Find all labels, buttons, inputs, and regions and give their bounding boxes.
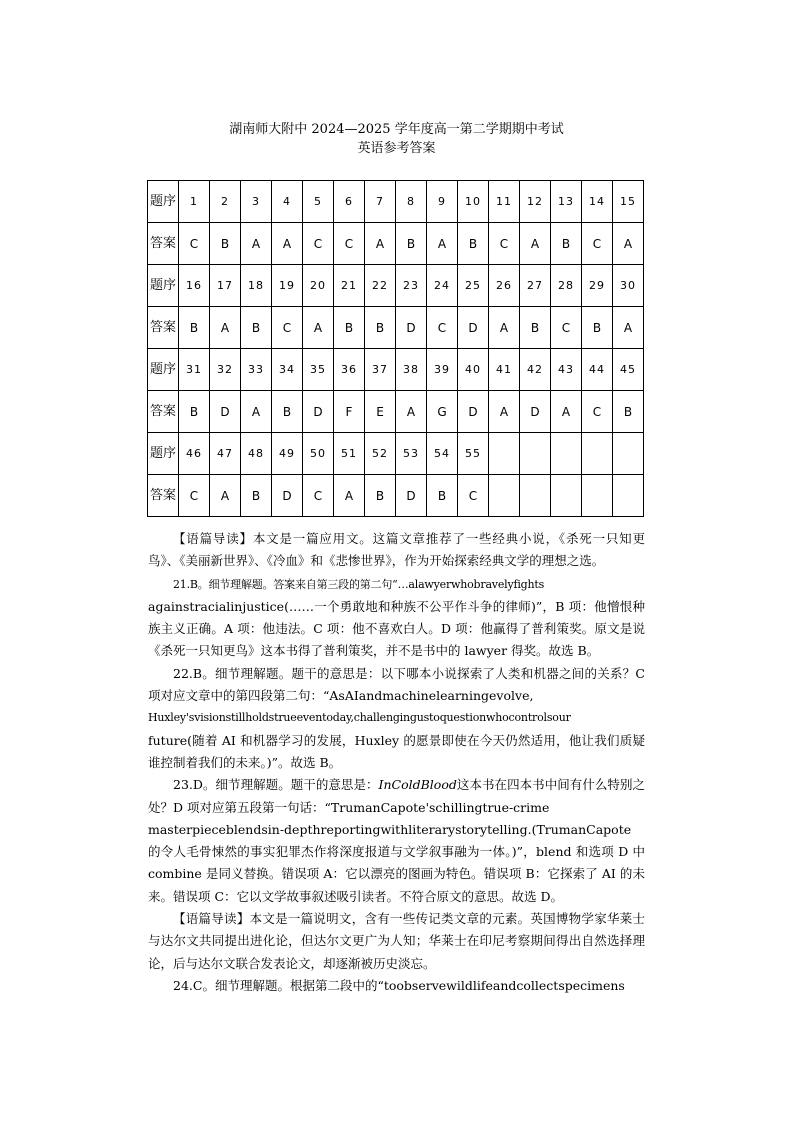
answer-cell: A	[489, 391, 520, 433]
answer-cell: C	[427, 307, 458, 349]
explanation-q22-cont: future(随着 AI 和机器学习的发展，Huxley 的愿景即使在今天仍然适用，他让我们质疑谁控制着我们的未来。)”。故选 B。	[148, 732, 645, 770]
answer-cell: B	[613, 391, 644, 433]
question-number-cell: 33	[241, 349, 272, 391]
row-header: 答案	[148, 475, 179, 517]
question-number-cell: 53	[396, 433, 427, 475]
question-number-cell: 50	[303, 433, 334, 475]
answer-cell	[613, 475, 644, 517]
answer-cell: C	[458, 475, 489, 517]
answer-row	[148, 223, 644, 265]
answer-cell	[582, 475, 613, 517]
explanation-q22-quote: Huxley'svisionstillholdstrueeventoday,challengingustoquestionwhocontrolsour	[148, 711, 571, 725]
question-number-cell	[520, 433, 551, 475]
question-number-cell: 40	[458, 349, 489, 391]
answer-cell: A	[210, 307, 241, 349]
question-number-cell: 9	[427, 181, 458, 223]
question-number-cell: 37	[365, 349, 396, 391]
answer-cell: C	[303, 475, 334, 517]
question-number-cell: 22	[365, 265, 396, 307]
answer-cell: C	[582, 223, 613, 265]
row-header: 答案	[148, 307, 179, 349]
answer-cell: B	[458, 223, 489, 265]
answer-cell: F	[334, 391, 365, 433]
question-number-cell: 8	[396, 181, 427, 223]
answer-cell: A	[489, 307, 520, 349]
question-number-cell: 52	[365, 433, 396, 475]
answer-cell: A	[365, 223, 396, 265]
answer-cell: D	[458, 391, 489, 433]
question-number-cell: 51	[334, 433, 365, 475]
question-number-cell: 34	[272, 349, 303, 391]
question-number-cell	[582, 433, 613, 475]
question-number-cell: 41	[489, 349, 520, 391]
answer-cell: B	[179, 391, 210, 433]
question-number-cell: 15	[613, 181, 644, 223]
question-number-cell: 1	[179, 181, 210, 223]
question-number-cell: 13	[551, 181, 582, 223]
question-number-row	[148, 349, 644, 391]
question-number-cell: 24	[427, 265, 458, 307]
question-number-cell: 12	[520, 181, 551, 223]
answer-cell: A	[272, 223, 303, 265]
question-number-cell: 10	[458, 181, 489, 223]
document-subtitle: 英语参考答案	[357, 141, 436, 156]
answer-cell: C	[551, 307, 582, 349]
answer-cell: G	[427, 391, 458, 433]
question-number-cell: 44	[582, 349, 613, 391]
question-number-cell: 17	[210, 265, 241, 307]
row-header: 题序	[148, 181, 179, 223]
answer-cell: B	[396, 223, 427, 265]
question-number-cell: 16	[179, 265, 210, 307]
answer-cell: B	[551, 223, 582, 265]
explanation-q23-cont: masterpieceblendsin-depthreportingwithliterarystorytelling.(TrumanCapote 的令人毛骨悚然的事实犯罪杰作将深度报道与文学叙事融为一体。)”，blend 和选项 D 中 combine 是同义替换。错误项 A：它以漂亮的图画为特色。错误项 B：它探索了 AI 的未来。错误项 C：它以文学故事叙述吸引读者。不符合原文的意思。故选 D。	[148, 821, 645, 904]
answer-cell: A	[551, 391, 582, 433]
question-number-cell: 42	[520, 349, 551, 391]
question-number-cell	[551, 433, 582, 475]
answer-cell: C	[179, 223, 210, 265]
explanation-q21-cont: againstracialinjustice(……一个勇敢地和种族不公平作斗争的律师)”，B 项：他憎恨种族主义正确。A 项：他违法。C 项：他不喜欢白人。D 项：他赢得了普利策奖。原文是说《杀死一只知更鸟》这本书得了普利策奖，并不是书中的 lawyer 得奖。故选 B。	[148, 598, 645, 659]
answer-cell: A	[396, 391, 427, 433]
answer-cell: D	[272, 475, 303, 517]
row-header: 答案	[148, 223, 179, 265]
answer-row	[148, 307, 644, 349]
row-header: 题序	[148, 433, 179, 475]
explanation-q24: 24.C。细节理解题。根据第二段中的“toobservewildlifeandcollectspecimens	[173, 977, 625, 993]
question-number-cell: 29	[582, 265, 613, 307]
answer-cell: B	[365, 475, 396, 517]
question-number-cell: 18	[241, 265, 272, 307]
question-number-cell: 26	[489, 265, 520, 307]
question-number-cell: 35	[303, 349, 334, 391]
question-number-cell: 30	[613, 265, 644, 307]
question-number-cell: 45	[613, 349, 644, 391]
answer-cell: B	[582, 307, 613, 349]
answer-cell: B	[241, 475, 272, 517]
passage-guide-2: 【语篇导读】本文是一篇说明文，含有一些传记类文章的元素。英国博物学家华莱士与达尔文共同提出进化论，但达尔文更广为人知；华莱士在印尼考察期间得出自然选择理论，后与达尔文联合发表论文，却逐渐被历史淡忘。	[148, 911, 645, 971]
answer-cell: A	[427, 223, 458, 265]
row-header: 答案	[148, 391, 179, 433]
question-number-cell: 43	[551, 349, 582, 391]
question-number-cell: 7	[365, 181, 396, 223]
answer-cell: B	[427, 475, 458, 517]
explanation-q22: 22.B。细节理解题。题干的意思是：以下哪本小说探索了人类和机器之间的关系？C 项对应文章中的第四段第二句：“AsAIandmachinelearningevolve,	[148, 665, 645, 704]
answer-cell: B	[272, 391, 303, 433]
answer-cell: A	[241, 391, 272, 433]
question-number-cell: 49	[272, 433, 303, 475]
question-number-cell: 48	[241, 433, 272, 475]
question-number-cell: 3	[241, 181, 272, 223]
answer-cell: D	[396, 475, 427, 517]
explanation-q21: 21.B。细节理解题。答案来自第三段的第二句“…alawyerwhobravelyfights	[173, 577, 545, 591]
answer-cell: C	[334, 223, 365, 265]
question-number-cell: 5	[303, 181, 334, 223]
answer-cell: C	[303, 223, 334, 265]
answer-cell: A	[334, 475, 365, 517]
question-number-cell: 4	[272, 181, 303, 223]
answer-cell: D	[396, 307, 427, 349]
answer-cell: D	[210, 391, 241, 433]
question-number-cell: 46	[179, 433, 210, 475]
answer-cell: C	[272, 307, 303, 349]
answer-cell: C	[582, 391, 613, 433]
answer-cell	[551, 475, 582, 517]
question-number-cell: 38	[396, 349, 427, 391]
answer-cell: B	[334, 307, 365, 349]
question-number-cell: 20	[303, 265, 334, 307]
answer-cell: D	[303, 391, 334, 433]
passage-guide-1: 【语篇导读】本文是一篇应用文。这篇文章推荐了一些经典小说，《杀死一只知更鸟》、《美丽新世界》、《冷血》和《悲惨世界》，作为开始探索经典文学的理想之选。	[148, 531, 645, 569]
question-number-cell: 19	[272, 265, 303, 307]
question-number-row	[148, 433, 644, 475]
explanation-body	[148, 528, 645, 997]
question-number-row	[148, 265, 644, 307]
answer-cell: A	[613, 223, 644, 265]
question-number-cell: 55	[458, 433, 489, 475]
answer-cell: A	[303, 307, 334, 349]
question-number-cell	[489, 433, 520, 475]
question-number-cell: 31	[179, 349, 210, 391]
answer-cell: A	[520, 223, 551, 265]
document-title: 湖南师大附中 2024—2025 学年度高一第二学期期中考试	[229, 122, 564, 137]
question-number-cell: 21	[334, 265, 365, 307]
answer-row	[148, 391, 644, 433]
answer-cell: B	[520, 307, 551, 349]
question-number-cell: 14	[582, 181, 613, 223]
question-number-cell: 28	[551, 265, 582, 307]
question-number-row	[148, 181, 644, 223]
question-number-cell: 23	[396, 265, 427, 307]
question-number-cell: 27	[520, 265, 551, 307]
question-number-cell: 39	[427, 349, 458, 391]
question-number-cell: 2	[210, 181, 241, 223]
answer-cell: C	[179, 475, 210, 517]
answer-cell: B	[179, 307, 210, 349]
row-header: 题序	[148, 349, 179, 391]
question-number-cell: 47	[210, 433, 241, 475]
question-number-cell: 32	[210, 349, 241, 391]
answer-cell: C	[489, 223, 520, 265]
answer-cell: B	[241, 307, 272, 349]
answer-cell: D	[520, 391, 551, 433]
answer-row	[148, 475, 644, 517]
answer-cell: B	[210, 223, 241, 265]
explanation-q23: 23.D。细节理解题。题干的意思是：InColdBlood这本书在四本书中间有什么特别之处？D 项对应第五段第一句话：“TrumanCapote'schillingtrue-crime	[148, 777, 645, 815]
answer-cell: E	[365, 391, 396, 433]
question-number-cell: 36	[334, 349, 365, 391]
question-number-cell: 25	[458, 265, 489, 307]
answer-cell: A	[210, 475, 241, 517]
answer-cell: D	[458, 307, 489, 349]
answer-cell	[520, 475, 551, 517]
answer-cell: A	[613, 307, 644, 349]
answer-cell: A	[241, 223, 272, 265]
question-number-cell: 54	[427, 433, 458, 475]
answer-cell	[489, 475, 520, 517]
answer-table	[147, 180, 644, 517]
row-header: 题序	[148, 265, 179, 307]
answer-cell: B	[365, 307, 396, 349]
question-number-cell	[613, 433, 644, 475]
question-number-cell: 6	[334, 181, 365, 223]
question-number-cell: 11	[489, 181, 520, 223]
